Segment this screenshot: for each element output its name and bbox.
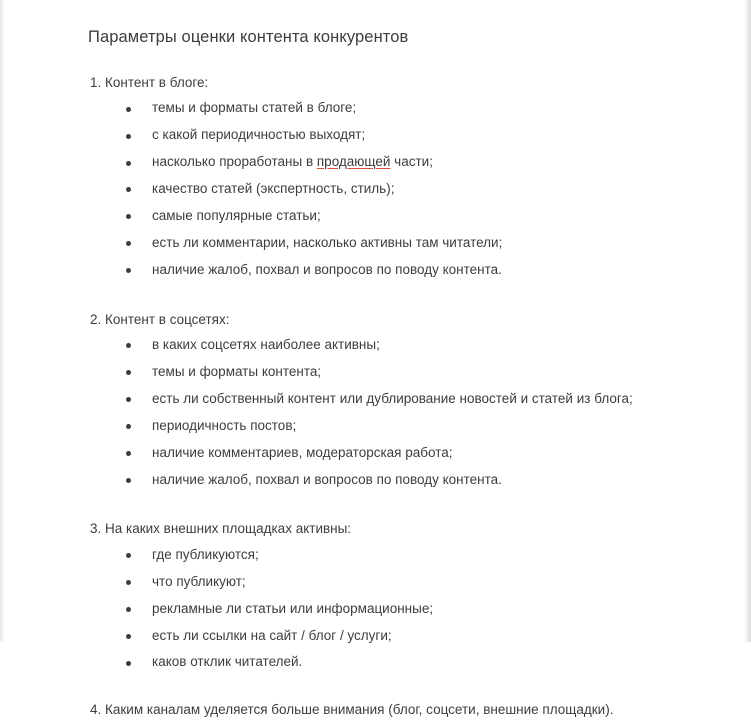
- list-item: [120, 203, 723, 230]
- list-item: [120, 440, 723, 467]
- list-item-text: есть ли комментарии, насколько активны там читатели;: [152, 234, 503, 250]
- list-item: [120, 623, 723, 650]
- list-item-text: качество статей (экспертность, стиль);: [152, 181, 395, 197]
- bullet-dot-icon: [126, 397, 131, 402]
- document-section: [88, 310, 723, 494]
- list-item: [120, 467, 723, 494]
- list-item-text: наличие жалоб, похвал и вопросов по поводу контента.: [152, 471, 502, 487]
- bullet-dot-icon: [126, 553, 131, 558]
- bullet-dot-icon: [126, 478, 131, 483]
- list-item-text: периодичность постов;: [152, 417, 297, 433]
- section-heading: 1. Контент в блоге:: [90, 75, 209, 90]
- list-item: [120, 386, 723, 413]
- bullet-dot-icon: [126, 161, 131, 166]
- bullet-dot-icon: [126, 451, 131, 456]
- list-item: [120, 230, 723, 257]
- bullet-dot-icon: [126, 241, 131, 246]
- list-item: [120, 359, 723, 386]
- list-item-text-after: части;: [390, 154, 433, 170]
- list-item: [120, 257, 723, 284]
- list-item-text: что публикуют;: [152, 573, 246, 589]
- list-item-text: темы и форматы статей в блоге;: [152, 100, 357, 116]
- list-item: [120, 413, 723, 440]
- list-item-text-highlight: продающей: [316, 154, 391, 170]
- list-item: [120, 542, 723, 569]
- list-item-text: темы и форматы контента;: [152, 363, 322, 379]
- bullet-list: [88, 542, 723, 677]
- list-item-text: есть ли собственный контент или дублирование новостей и статей из блога;: [152, 390, 633, 406]
- section-heading: 3. На каких внешних площадках активны:: [90, 521, 352, 537]
- bullet-dot-icon: [126, 370, 131, 375]
- bullet-dot-icon: [126, 661, 131, 666]
- bullet-dot-icon: [126, 214, 131, 219]
- bullet-dot-icon: [126, 134, 131, 139]
- bullet-dot-icon: [126, 607, 131, 612]
- list-item-text: где публикуются;: [152, 546, 259, 562]
- bullet-list: [88, 332, 723, 494]
- list-item: [120, 569, 723, 596]
- list-item-text: рекламные ли статьи или информационные;: [152, 600, 434, 616]
- list-item: [120, 122, 723, 149]
- list-item-text: с какой периодичностью выходят;: [152, 127, 366, 143]
- bullet-dot-icon: [126, 187, 131, 192]
- document-section: [88, 519, 723, 676]
- list-item-text: наличие жалоб, похвал и вопросов по поводу контента.: [152, 261, 502, 277]
- document-section: [88, 73, 723, 284]
- bullet-dot-icon: [126, 107, 131, 112]
- bullet-list: [88, 95, 723, 283]
- bullet-dot-icon: [126, 424, 131, 429]
- list-item-text: есть ли ссылки на сайт / блог / услуги;: [152, 627, 392, 643]
- page-edge-shadow-right: [744, 0, 751, 642]
- list-item-text: самые популярные статьи;: [152, 207, 321, 223]
- list-item: [120, 149, 723, 176]
- bullet-dot-icon: [126, 343, 131, 348]
- list-item: [120, 332, 723, 359]
- list-item-text-before: насколько проработаны в: [152, 154, 317, 170]
- page-title: Параметры оценки контента конкурентов: [88, 28, 409, 46]
- bullet-dot-icon: [126, 634, 131, 639]
- final-paragraph: 4. Каким каналам уделяется больше внимания (блог, соцсети, внешние площадки).: [90, 702, 614, 718]
- page-edge-shadow-left: [0, 0, 5, 642]
- list-item: [120, 596, 723, 623]
- list-item: [120, 649, 723, 676]
- bullet-dot-icon: [126, 268, 131, 273]
- list-item: [120, 95, 723, 122]
- list-item: [120, 176, 723, 203]
- section-heading: 2. Контент в соцсетях:: [90, 311, 230, 327]
- list-item-text: в каких соцсетях наиболее активны;: [152, 336, 380, 352]
- list-item-text: каков отклик читателей.: [152, 654, 303, 670]
- list-item-text: наличие комментариев, модераторская работа;: [152, 444, 453, 460]
- bullet-dot-icon: [126, 580, 131, 585]
